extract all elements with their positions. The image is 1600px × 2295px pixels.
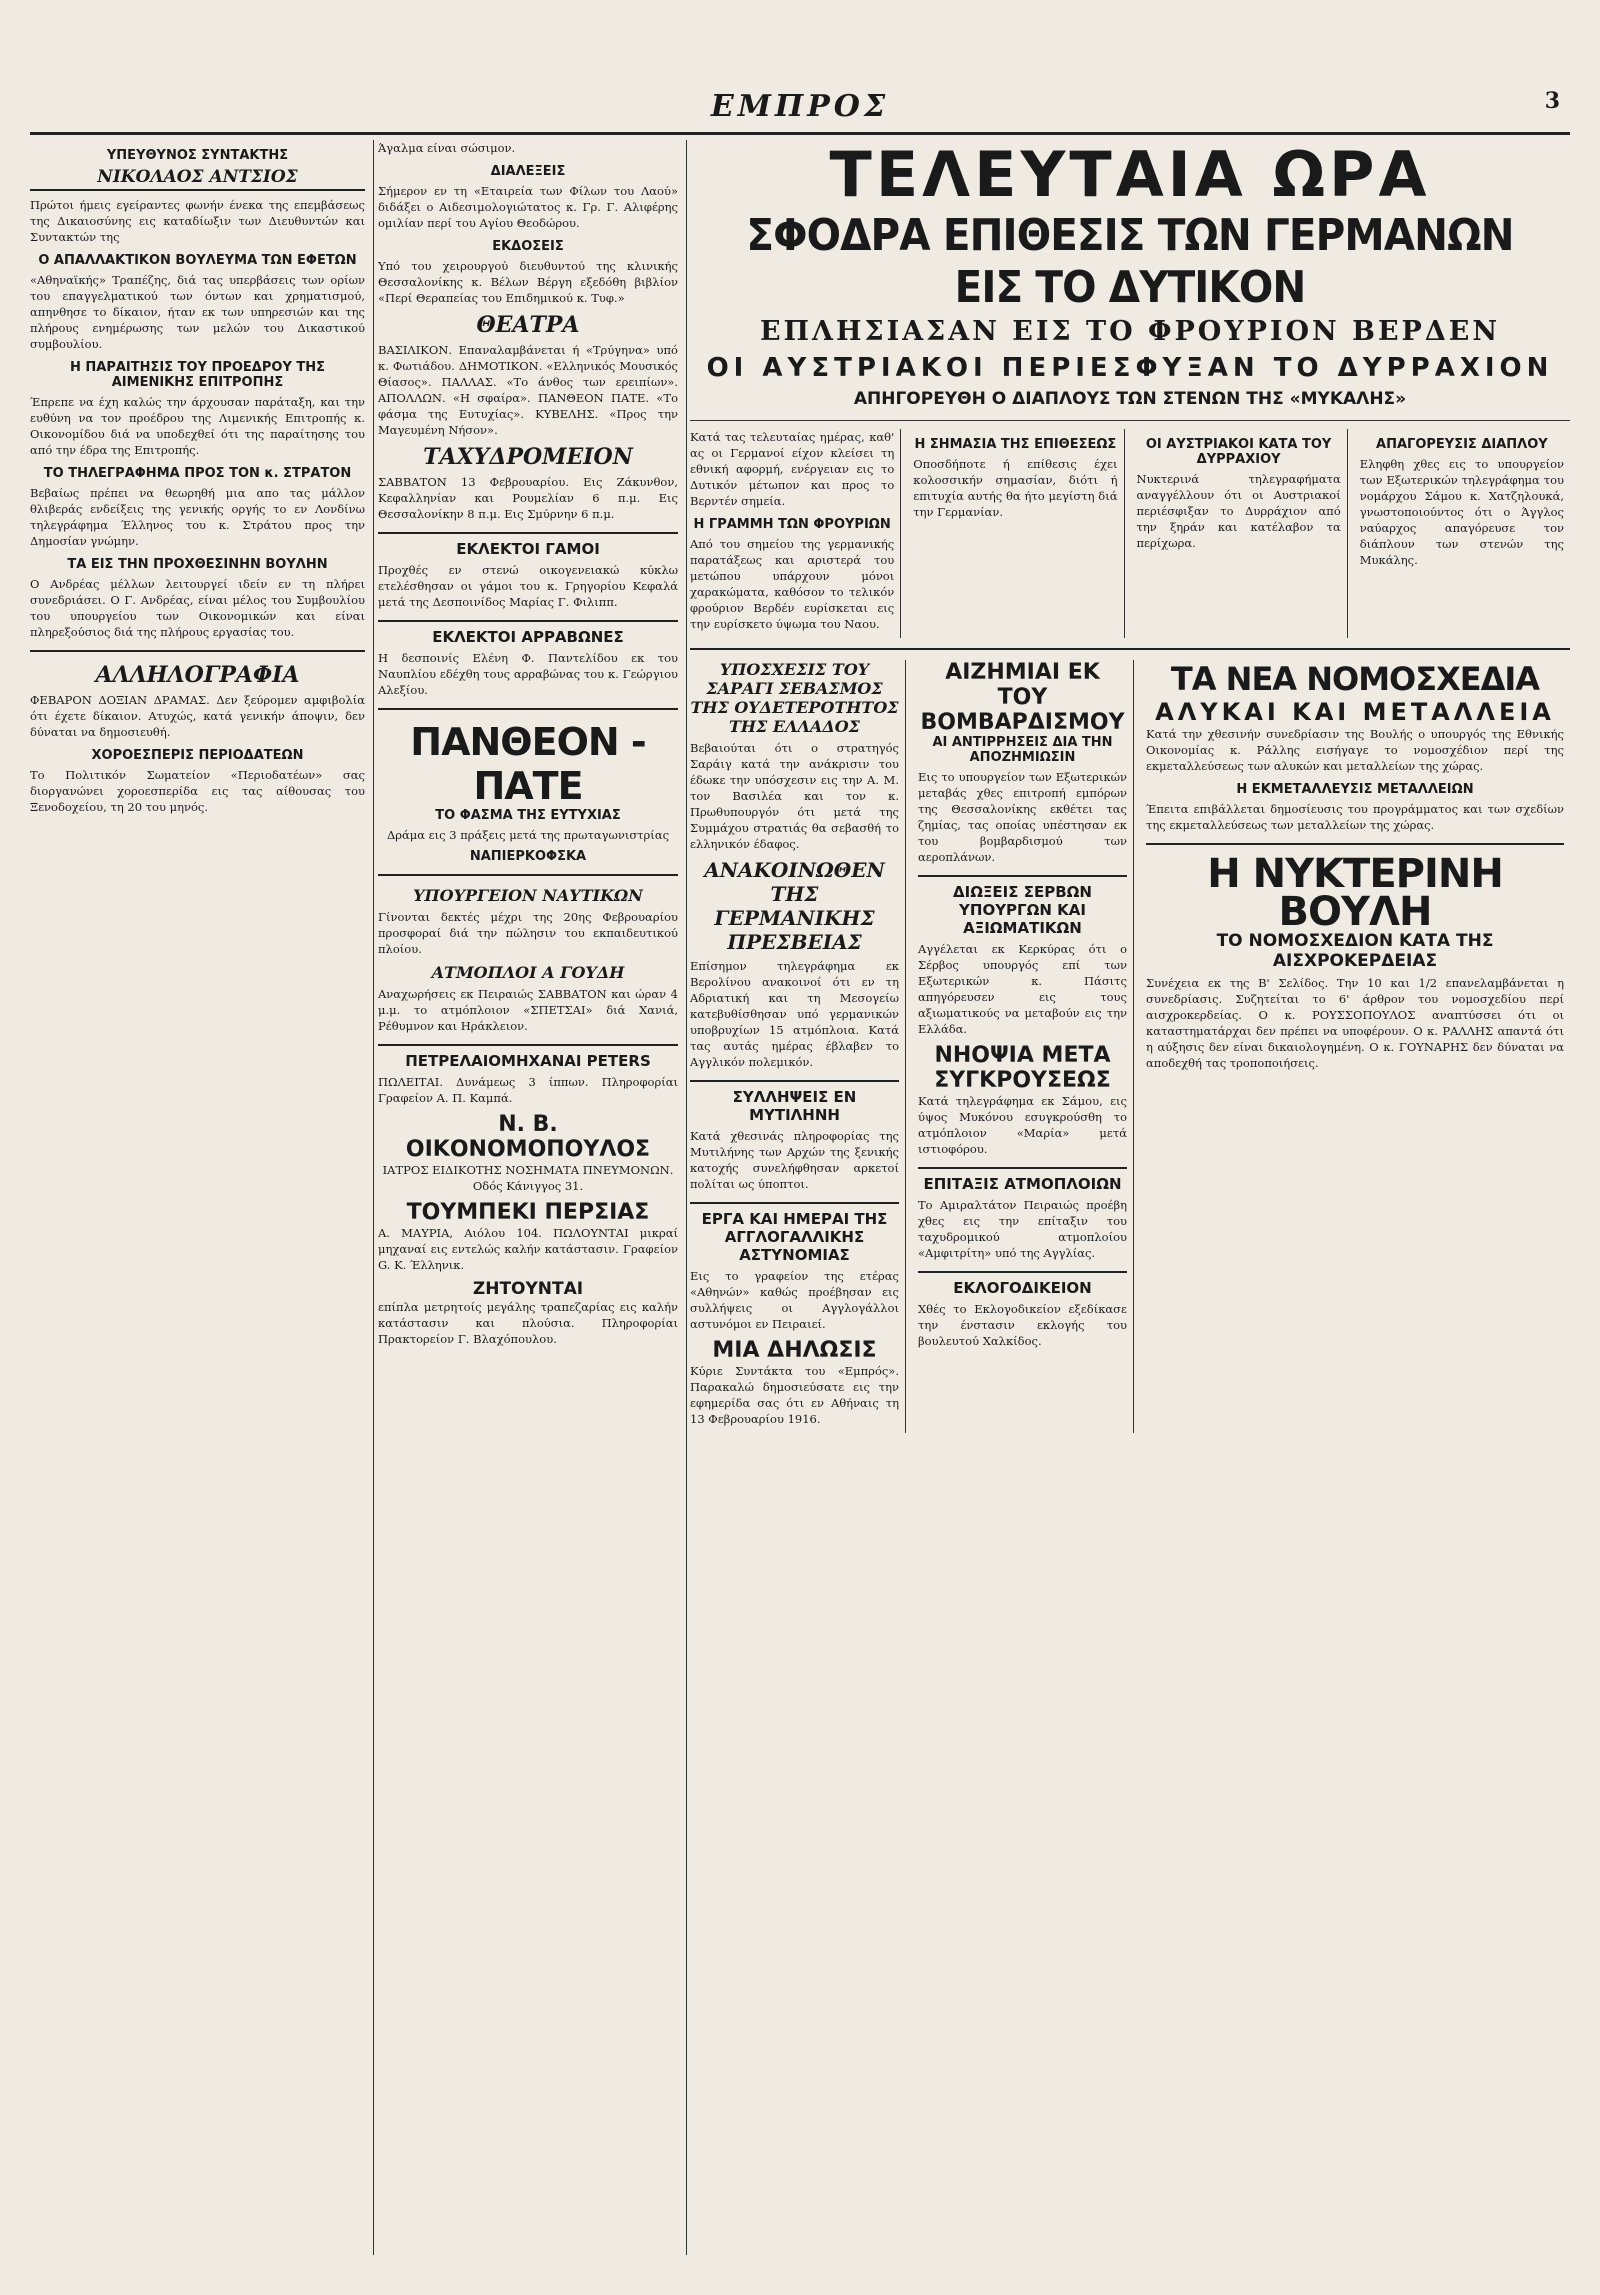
column-2: [378, 140, 687, 2255]
article-text: Σήμερον εν τη «Εταιρεία των Φίλων του Λαού» διδάξει ο Αιδεσιμολογιώτατος κ. Γρ. Γ. Αλιφέρης ομιλίαν περί του Αγίου Θεοδώρου.: [378, 184, 678, 230]
news-column: [690, 660, 906, 1433]
news-column: [1137, 429, 1348, 638]
divider: [690, 648, 1570, 650]
editor-label: ΥΠΕΥΘΥΝΟΣ ΣΥΝΤΑΚΤΗΣ: [106, 148, 289, 163]
article-heading: ΟΙ ΑΥΣΤΡΙΑΚΟΙ ΚΑΤΑ ΤΟΥ ΔΥΡΡΑΧΙΟΥ: [1145, 437, 1332, 467]
column-1: [30, 140, 374, 2255]
section-subtitle: ΑΛΥΚΑΙ ΚΑΙ ΜΕΤΑΛΛΕΙΑ: [1155, 698, 1555, 726]
ad-text: Αναχωρήσεις εκ Πειραιώς ΣΑΒΒΑΤΟΝ και ώραν 4 μ.μ. το ατμόπλοιον «ΣΠΕΤΣΑΙ» διά Χανιά, Ρέθυμνον και Ηράκλειον.: [378, 987, 678, 1033]
page-number: 3: [1544, 88, 1560, 114]
article-heading: ΣΥΛΛΗΨΕΙΣ ΕΝ ΜΥΤΙΛΗΝΗ: [690, 1080, 899, 1124]
article-text: Κύριε Συντάκτα του «Εμπρός». Παρακαλώ δημοσιεύσατε εις την εφημερίδα σας ότι εν Αθήναις τη 13 Φεβρουαρίου 1916.: [690, 1364, 899, 1426]
article-heading: ΕΠΙΤΑΞΙΣ ΑΤΜΟΠΛΟΙΩΝ: [918, 1167, 1127, 1193]
article-heading: ΔΙΑΛΕΞΕΙΣ: [490, 164, 566, 179]
article-text: Ο Ανδρέας μέλλων λειτουργεί ιδείν εν τη πλήρει συνεδριάσει. Ο Γ. Ανδρέας, είναι μέλος του Συμβουλίου του υπουργείου των Οικονομικών και είναι πληρεξούσιος διά της πλήρους εργασίας του.: [30, 577, 365, 639]
article-text: Το Πολιτικόν Σωματείον «Περιοδατέων» σας διοργανώνει χοροεσπερίδα εις τας αίθουσας του Ξενοδοχείου, τη 20 του μηνός.: [30, 768, 365, 814]
ad-text: επίπλα μετρητοίς μεγάλης τραπεζαρίας εις καλήν κατάστασιν και πλούσια. Πληροφορίαι Πρακτορείον Γ. Βλαχόπουλου.: [378, 1300, 678, 1346]
ad-text: Γίνονται δεκτές μέχρι της 20ης Φεβρουαρίου προσφοραί διά την πώλησιν του εκπαιδευτικού πλοίου.: [378, 910, 678, 956]
masthead: [30, 80, 1570, 135]
article-text: Νυκτερινά τηλεγραφήματα αναγγέλλουν ότι οι Αυστριακοί περιέσφιξαν το Δυρράχιον από την ξηράν και κατέλαβον τα περίχωρα.: [1136, 472, 1341, 550]
headline-banner: [690, 140, 1570, 412]
article-heading: ΑΙΖΗΜΙΑΙ ΕΚ ΤΟΥ ΒΟΜΒΑΡΔΙΣΜΟΥ: [920, 660, 1125, 735]
ad-text: Α. ΜΑΥΡΙΑ, Αιόλου 104. ΠΩΛΟΥΝΤΑΙ μικραί μηχαναί εις εντελώς καλήν κατάστασιν. Γραφείον G. K. Έλληνικ.: [378, 1226, 678, 1272]
divider: [690, 420, 1570, 421]
section-heading: ΤΑΧΥΔΡΟΜΕΙΟΝ: [423, 444, 633, 470]
article-text: Επίσημον τηλεγράφημα εκ Βερολίνου ανακοινοί ότι εν τη Αδριατική και τη Μεσογείω κατεβυθίσθησαν υπό γερμανικών υποβρυχίων 15 ατμόπλοια. Κατά τας αυτάς ημέρας έβλαβεν το Αγγλικόν πολεμικόν.: [690, 959, 899, 1069]
banner-line: ΣΦΟΔΡΑ ΕΠΙΘΕΣΙΣ ΤΩΝ ΓΕΡΜΑΝΩΝ ΕΙΣ ΤΟ ΔΥΤΙΚΟΝ: [746, 210, 1514, 313]
ad-text: ΠΩΛΕΙΤΑΙ. Δυνάμεως 3 ίππων. Πληροφορίαι Γραφείον Α. Π. Καμπά.: [378, 1075, 678, 1105]
article-text: Πρώτοι ήμεις εγείραντες φωνήν ένεκα της επεμβάσεως της Δικαιοσύνης εις καταδίωξιν των Διευθυντών και Συντακτών της: [30, 198, 365, 244]
article-text: ΣΑΒΒΑΤΟΝ 13 Φεβρουαρίου. Εις Ζάκυνθον, Κεφαλληνίαν και Ρουμελίαν 6 π.μ. Εις Θεσσαλονίκην 8 π.μ. Εις Σμύρνην 6 π.μ.: [378, 475, 678, 521]
top-news-columns: [690, 429, 1570, 638]
article-heading: ΤΟ ΤΗΛΕΓΡΑΦΗΜΑ ΠΡΟΣ ΤΟΝ κ. ΣΤΡΑΤΟΝ: [43, 466, 352, 481]
article-heading: ΧΟΡΟΕΣΠΕΡΙΣ ΠΕΡΙΟΔΑΤΕΩΝ: [91, 748, 304, 763]
article-text: Εληφθη χθες εις το υπουργείον των Εξωτερικών τηλεγράφημα του νομάρχου Σάμου κ. Χατζηλουκά, γνωστοποιούντος ότι ο Άγγλος ναύαρχος απαγόρευσε τον διάπλουν των στενών της Μυκάλης.: [1359, 457, 1564, 567]
article-heading: Η ΕΚΜΕΤΑΛΛΕΥΣΙΣ ΜΕΤΑΛΛΕΙΩΝ: [1236, 782, 1474, 797]
section-heading: ΕΚΛΕΚΤΟΙ ΑΡΡΑΒΩΝΕΣ: [378, 620, 678, 646]
ad-heading: Ν. Β. ΟΙΚΟΝΟΜΟΠΟΥΛΟΣ: [405, 1112, 651, 1162]
ad-text: ΙΑΤΡΟΣ ΕΙΔΙΚΟΤΗΣ ΝΟΣΗΜΑΤΑ ΠΝΕΥΜΟΝΩΝ. Οδός Κάνιγγος 31.: [382, 1163, 674, 1193]
article-heading: ΔΙΩΞΕΙΣ ΣΕΡΒΩΝ ΥΠΟΥΡΓΩΝ ΚΑΙ ΑΞΙΩΜΑΤΙΚΩΝ: [918, 875, 1127, 937]
section-heading: ΑΛΛΗΛΟΓΡΑΦΙΑ: [95, 662, 300, 688]
divider: [1146, 843, 1564, 845]
news-column: [1360, 429, 1570, 638]
section-heading: ΕΚΛΕΚΤΟΙ ΓΑΜΟΙ: [378, 532, 678, 558]
article-text: Οποσδήποτε ή επίθεσις έχει κολοσσικήν σημασίαν, διότι ή επιτυχία αυτής θα ήτο μεγίστη διά την Γερμανίαν.: [913, 457, 1118, 519]
article-text: Κατά χθεσινάς πληροφορίας της Μυτιλήνης των Αρχών της ξενικής κατοχής συνελήφθησαν αρκετοί πολίται ως ύποπτοι.: [690, 1129, 899, 1191]
article-text: ΦΕΒΑΡΟΝ ΔΟΞΙΑΝ ΔΡΑΜΑΣ. Δεν ξεύρομεν αμφιβολία ότι έχετε δίκαιον. Ατυχώς, κατά γενικήν άποψιν, δεν δύναται να δημοσιευθή.: [30, 693, 365, 739]
article-text: Έπειτα επιβάλλεται δημοσίευσις του προγράμματος και των σχεδίων της εκμεταλλεύσεως των μεταλλείων της χώρας.: [1146, 802, 1564, 832]
article-text: Βεβαιούται ότι ο στρατηγός Σαράιγ κατά την ανάκρισιν του έδωκε την υπόσχεσιν εις την Α. Μ. τον Βασιλέα και τον κ. Πρωθυπουργόν ότι μετά της Συμμάχου στρατιάς θα σεβασθή το ελληνικόν έδαφος.: [690, 741, 899, 851]
cinema-ad-star: ΝΑΠΙΕΡΚΟΦΣΚΑ: [469, 849, 587, 864]
article-text: Έπρεπε να έχη καλώς την άρχουσαν παράταξη, και την ευθύνη να τον προέδρου της Λιμενικής Επιτροπής κ. Οικονομίδου διά να υποδεχθεί ότι της παραίτησης του από την έδρα της Επιτροπής.: [30, 395, 365, 457]
banner-line: ΕΠΛΗΣΙΑΣΑΝ ΕΙΣ ΤΟ ΦΡΟΥΡΙΟΝ ΒΕΡΔΕΝ: [759, 316, 1501, 347]
article-text: Κατά τηλεγράφημα εκ Σάμου, εις ύψος Μυκόνου εσυγκρούσθη το ατμόπλοιον «Μαρία» μετά ιστιοφόρου.: [918, 1094, 1127, 1156]
article-text: Άγαλμα είναι σώσιμον.: [378, 141, 516, 155]
ad-heading: ΑΤΜΟΠΛΟΙ Α ΓΟΥΔΗ: [431, 963, 625, 982]
banner-line: ΟΙ ΑΥΣΤΡΙΑΚΟΙ ΠΕΡΙΕΣΦΥΞΑΝ ΤΟ ΔΥΡΡΑΧΙΟΝ: [706, 353, 1554, 383]
article-text: «Αθηναϊκής» Τραπέζης, διά τας υπερβάσεις των ορίων του επαγγελματικού των όντων και χρηματισμού, απηνθησε το δίκαιον, ήταν εκ των υπηρεσιών και της πλήρους ενημέρωσης των μελών του Δικαστικού συμβουλίου.: [30, 273, 365, 351]
article-heading: Η ΓΡΑΜΜΗ ΤΩΝ ΦΡΟΥΡΙΩΝ: [693, 517, 891, 532]
editor-name: ΝΙΚΟΛΑΟΣ ΑΝΤΣΙΟΣ: [30, 167, 365, 191]
lower-news-columns: [690, 660, 1570, 1433]
article-heading: Ο ΑΠΑΛΛΑΚΤΙΚΟΝ ΒΟΥΛΕΥΜΑ ΤΩΝ ΕΦΕΤΩΝ: [38, 253, 357, 268]
article-heading: ΕΚΔΟΣΕΙΣ: [492, 239, 564, 254]
article-heading: ΥΠΟΣΧΕΣΙΣ ΤΟΥ ΣΑΡΑΓΙ ΣΕΒΑΣΜΟΣ ΤΗΣ ΟΥΔΕΤΕΡΟΤΗΤΟΣ ΤΗΣ ΕΛΛΑΔΟΣ: [690, 660, 899, 736]
article-text: Η δεσποινίς Ελένη Φ. Παντελίδου εκ του Ναυπλίου εδέχθη τους αρραβώνας του κ. Γεώργιου Αλεξίου.: [378, 651, 678, 697]
banner-title: ΤΕΛΕΥΤΑΙΑ ΩΡΑ: [829, 140, 1431, 211]
article-text: Προχθές εν στενώ οικογενειακώ κύκλω ετελέσθησαν οι γάμοι του κ. Γρηγορίου Κεφαλά μετά της Δεσποινίδος Μαρίας Γ. Φιλιππ.: [378, 563, 678, 609]
section-title: ΤΑ ΝΕΑ ΝΟΜΟΣΧΕΔΙΑ: [1170, 660, 1540, 698]
article-heading: ΕΚΛΟΓΟΔΙΚΕΙΟΝ: [918, 1271, 1127, 1297]
divider: [378, 708, 678, 710]
article-text: ΒΑΣΙΛΙΚΟΝ. Επαναλαμβάνεται ή «Τρύγηνα» υπό κ. Φωτιάδου. ΔΗΜΟΤΙΚΟΝ. «Ελληνικός Μουσικός Θίασος». ΠΑΛΛΑΣ. «Το άνθος των ερειπίων». ΑΠΟΛΛΩΝ. «Η σφαίρα». ΠΑΝΘΕΟΝ ΠΑΤΕ. «Το φάσμα της Ευτυχίας». ΚΥΒΕΛΗΣ. «Προς την Μαγευμένη Νήσον».: [378, 343, 678, 437]
cinema-ad-subtitle: ΤΟ ΦΑΣΜΑ ΤΗΣ ΕΥΤΥΧΙΑΣ: [435, 808, 621, 823]
article-text: Υπό του χειρουργού διευθυντού της κλινικής Θεσσαλονίκης κ. Βέλων Βέργη εξεδόθη βιβλίον «Περί Θεραπείας του Επιδημικού κ. Τυφ.»: [378, 259, 678, 305]
ad-heading: ΖΗΤΟΥΝΤΑΙ: [472, 1279, 584, 1299]
banner-line: ΑΠΗΓΟΡΕΥΘΗ Ο ΔΙΑΠΛΟΥΣ ΤΩΝ ΣΤΕΝΩΝ ΤΗΣ «ΜΥΚΑΛΗΣ»: [853, 389, 1407, 409]
main-news-area: [690, 140, 1570, 2255]
ad-heading: ΥΠΟΥΡΓΕΙΟΝ ΝΑΥΤΙΚΩΝ: [413, 886, 643, 905]
article-text: Εις το υπουργείον των Εξωτερικών μεταβάς χθες επιτροπή εμπόρων της Θεσσαλονίκης εκθέτει τας ζημίας, τας οποίας υπέστησαν εκ του βομβαρδισμού των αεροπλάνων.: [918, 770, 1127, 864]
ad-heading: ΤΟΥΜΠΕΚΙ ΠΕΡΣΙΑΣ: [406, 1200, 650, 1225]
cinema-ad-line: Δράμα εις 3 πράξεις μετά της πρωταγωνιστρίας: [386, 828, 670, 842]
article-text: Από του σημείου της γερμανικής παρατάξεως και αριστερά του μετώπου υπάρχουν μόνοι χαρακώματα, καθόσον το τελικόν φρούριον Βερδέν ευρίσκεται εις την ευρίσκετο ύψωμα του Ναου.: [690, 537, 895, 631]
divider: [30, 650, 365, 652]
section-title: Η ΝΥΚΤΕΡΙΝΗ ΒΟΥΛΗ: [1207, 851, 1503, 935]
article-heading: Η ΣΗΜΑΣΙΑ ΤΗΣ ΕΠΙΘΕΣΕΩΣ: [914, 437, 1117, 452]
cinema-ad-title: ΠΑΝΘΕΟΝ - ΠΑΤΕ: [410, 720, 646, 808]
article-text: Χθές το Εκλογοδικείον εξεδίκασε την ένστασιν εκλογής του βουλευτού Χαλκίδος.: [918, 1302, 1127, 1348]
news-column: [913, 429, 1124, 638]
news-column: [918, 660, 1134, 1433]
article-heading: ΑΠΑΓΟΡΕΥΣΙΣ ΔΙΑΠΛΟΥ: [1376, 437, 1548, 452]
article-heading: ΝΗΟΨΙΑ ΜΕΤΑ ΣΥΓΚΡΟΥΣΕΩΣ: [934, 1043, 1111, 1093]
newspaper-title: ΕΜΠΡΟΣ: [710, 88, 890, 124]
article-text: Συνέχεια εκ της Β' Σελίδος. Την 10 και 1/2 επανελαμβάνεται η συνεδρίασις. Συζητείται το 6' άρθρον του νομοσχεδίου περί αισχροκερδείας. Ο κ. ΡΟΥΣΣΟΠΟΥΛΟΣ αναπτύσσει ότι οι καταστηματάρχαι δεν πρέπει να υποφέρουν. Ο κ. ΡΑΛΛΗΣ απαντά ότι η αύξησις δεν είναι δικαιολογημένη. Ο κ. ΓΟΥΝΑΡΗΣ δεν δύναται να αποδεχθή τας τροποποιήσεις.: [1146, 976, 1564, 1070]
article-heading: ΜΙΑ ΔΗΛΩΣΙΣ: [712, 1338, 877, 1363]
article-heading: Η ΠΑΡΑΙΤΗΣΙΣ ΤΟΥ ΠΡΟΕΔΡΟΥ ΤΗΣ ΑΙΜΕΝΙΚΗΣ ΕΠΙΤΡΟΠΗΣ: [69, 360, 326, 390]
article-text: Κατά την χθεσινήν συνεδρίασιν της Βουλής ο υπουργός της Εθνικής Οικονομίας κ. Ράλλης εισήγαγε το νομοσχέδιον περί της εκμεταλλεύσεως των αλυκών και μεταλλείων της χώρας.: [1146, 727, 1564, 773]
article-text: Κατά τας τελευταίας ημέρας, καθ' ας οι Γερμανοί είχον κλείσει τη εθνική αφορμή, ενέργειαν εις το Δυτικόν μέτωπον και προς το Βερντέν σημεία.: [690, 430, 895, 508]
section-subtitle: ΤΟ ΝΟΜΟΣΧΕΔΙΟΝ ΚΑΤΑ ΤΗΣ ΑΙΣΧΡΟΚΕΡΔΕΙΑΣ: [1216, 931, 1494, 971]
ad-heading: ΠΕΤΡΕΛΑΙΟΜΗΧΑΝΑΙ PETERS: [378, 1044, 678, 1070]
article-subheading: ΑΙ ΑΝΤΙΡΡΗΣΕΙΣ ΔΙΑ ΤΗΝ ΑΠΟΖΗΜΙΩΣΙΝ: [932, 735, 1113, 765]
article-text: Αγγέλεται εκ Κερκύρας ότι ο Σέρβος υπουργός επί των Εξωτερικών κ. Πάσιτς απηγόρευσεν εις τους αξιωματικούς να μεταβούν εις την Ελλάδα.: [918, 942, 1127, 1036]
divider: [378, 874, 678, 876]
article-heading: ΑΝΑΚΟΙΝΩΘΕΝ ΤΗΣ ΓΕΡΜΑΝΙΚΗΣ ΠΡΕΣΒΕΙΑΣ: [704, 858, 885, 954]
article-heading: ΤΑ ΕΙΣ ΤΗΝ ΠΡΟΧΘΕΣΙΝΗΝ ΒΟΥΛΗΝ: [67, 557, 328, 572]
article-text: Εις το γραφείον της ετέρας «Αθηνών» καθώς προέβησαν εις συλλήψεις οι Αγγλογάλλοι αστυνόμοι εν Πειραιεί.: [690, 1269, 899, 1331]
news-column: [690, 429, 901, 638]
article-text: Το Αμιραλτάτον Πειραιώς προέβη χθες εις την επίταξιν του ταχυδρομικού ατμοπλοίου «Αμφιτρίτη» υπό της Αγγλίας.: [918, 1198, 1127, 1260]
article-text: Βεβαίως πρέπει να θεωρηθή μια απο τας μάλλον θλιβεράς ενδείξεις της γενικής οργής το εν Λονδίνω τηλεγράφημα Έλληνος του κ. Στράτου προς την Δημοσίαν γνώμην.: [30, 486, 365, 548]
article-heading: ΕΡΓΑ ΚΑΙ ΗΜΕΡΑΙ ΤΗΣ ΑΓΓΛΟΓΑΛΛΙΚΗΣ ΑΣΤΥΝΟΜΙΑΣ: [690, 1202, 899, 1264]
section-heading: ΘΕΑΤΡΑ: [476, 312, 580, 338]
news-column-wide: [1146, 660, 1570, 1433]
